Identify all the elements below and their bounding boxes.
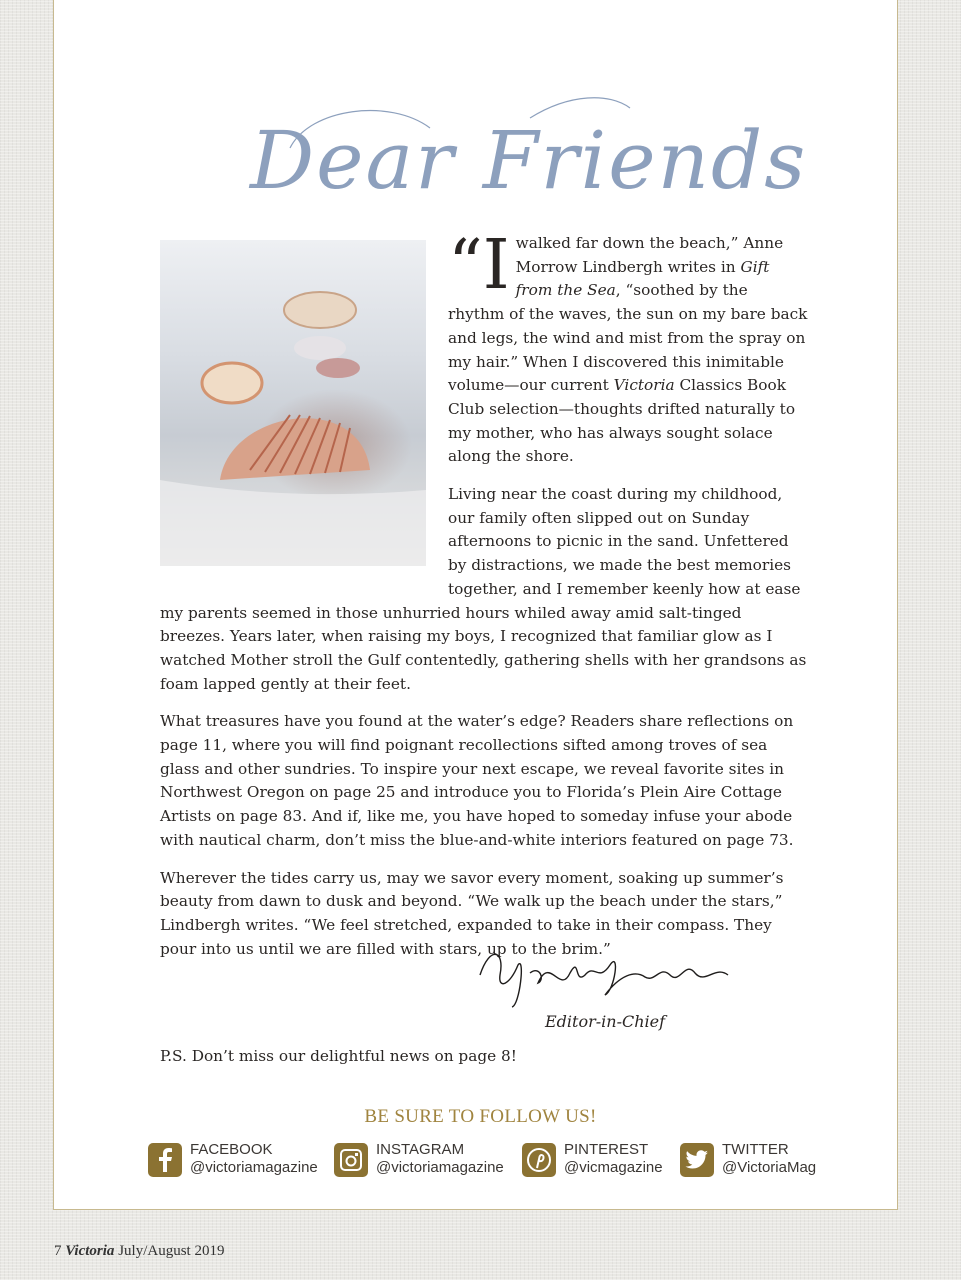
facebook-icon xyxy=(148,1143,182,1177)
social-facebook[interactable] xyxy=(148,1141,318,1181)
paragraph-2: Living near the coast during my childhood, our family often slipped out on Sunday afternoons to picnic in the sand. Unfettered by distractions, we made the best memories together, and I remember keenly how at ease my parents seemed in those unhurried hours whiled away amid salt-tinged breezes. Years later, when raising my boys, I recognized that familiar glow as I watched Mother stroll the Gulf contentedly, gathering shells with her grandsons as foam lapped gently at their feet. xyxy=(160,485,807,693)
book-title: Gift from the Sea xyxy=(515,257,770,300)
letter-body xyxy=(160,226,808,975)
follow-heading: BE SURE TO FOLLOW US! xyxy=(364,1106,597,1127)
page-number: 7 xyxy=(54,1243,62,1259)
twitter-icon xyxy=(680,1143,714,1177)
pinterest-icon xyxy=(522,1143,556,1177)
social-network-name: TWITTER xyxy=(722,1141,789,1158)
instagram-icon xyxy=(334,1143,368,1177)
social-pinterest[interactable] xyxy=(522,1141,663,1181)
folio-issue: July/August 2019 xyxy=(118,1243,225,1259)
paragraph-4: Wherever the tides carry us, may we savor every moment, soaking up summer’s beauty from dawn to dusk and beyond. “We walk up the beach under the stars,” Lindbergh writes. “We feel stretched, expanded to take in their compass. They pour into us until we are filled with stars, up to the brim.” xyxy=(160,868,784,958)
title-text: Dear Friends xyxy=(250,114,808,207)
social-network-name: INSTAGRAM xyxy=(376,1141,465,1158)
social-twitter[interactable] xyxy=(680,1141,816,1181)
drop-cap: “I xyxy=(448,226,510,305)
editor-title: Editor-in-Chief xyxy=(545,1012,666,1031)
social-handle: @vicmagazine xyxy=(564,1159,663,1176)
social-network-name: FACEBOOK xyxy=(190,1141,273,1158)
social-handle: @VictoriaMag xyxy=(722,1159,817,1176)
social-instagram[interactable] xyxy=(334,1141,504,1181)
paragraph-3: What treasures have you found at the water’s edge? Readers share reflections on page 11, where you will find poignant recollections sifted among troves of sea glass and other sundries. To inspire your next escape, we reveal favorite sites in Northwest Oregon on page 25 and introduce you to Florida’s Plein Aire Cottage Artists on page 83. And if, like me, you have hoped to someday infuse your abode with nautical charm, don’t miss the blue-and-white interiors featured on page 73. xyxy=(160,712,794,849)
social-network-name: PINTEREST xyxy=(564,1141,649,1158)
folio-magazine: Victoria xyxy=(65,1243,115,1259)
page-folio xyxy=(54,1243,224,1260)
postscript: P.S. Don’t miss our delightful news on page 8! xyxy=(160,1047,517,1065)
paragraph-1: “I walked far down the beach,” Anne Morrow Lindbergh writes in Gift from the Sea, “soothed by the rhythm of the waves, the sun on my bare back and legs, the wind and mist from the spray on my hair.” When I discovered this inimitable volume—our current Victoria Classics Book Club selection—thoughts drifted naturally to my mother, who has always sought solace along the shore. xyxy=(448,226,808,466)
title-script xyxy=(230,88,808,218)
magazine-name: Victoria xyxy=(613,376,675,395)
social-handle: @victoriamagazine xyxy=(376,1159,504,1176)
social-handle: @victoriamagazine xyxy=(190,1159,318,1176)
page-title xyxy=(230,88,808,218)
